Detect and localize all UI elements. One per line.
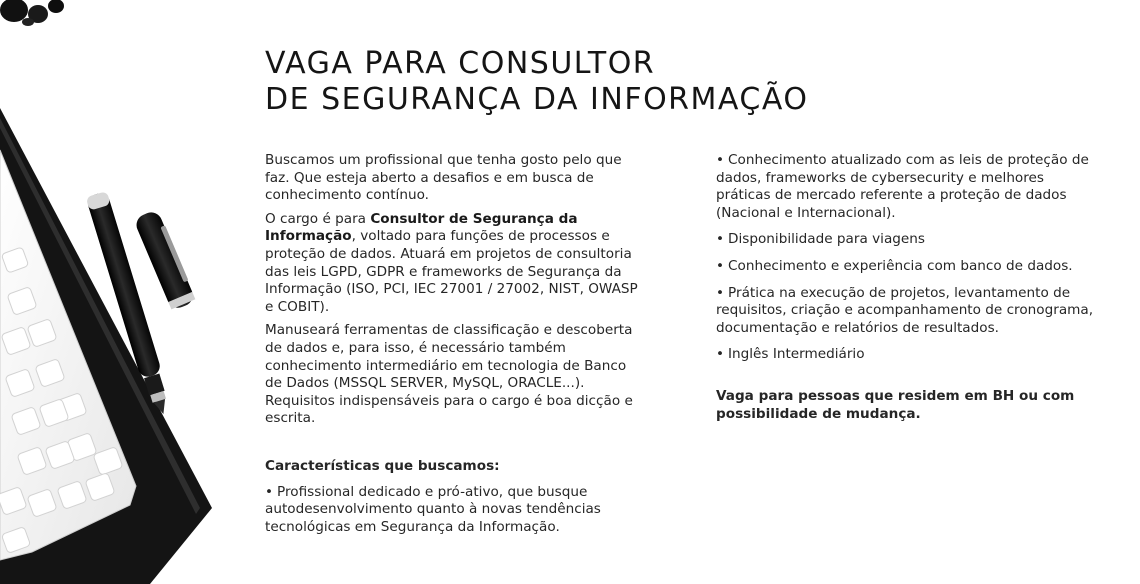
list-item-text: Prática na execução de projetos, levantamento de requisitos, criação e acompanhamento de cronograma, documentação e relatórios de resultados. <box>716 284 1094 336</box>
left-column <box>265 152 640 536</box>
requirements-list <box>716 152 1094 364</box>
bullet-icon: • <box>716 257 725 274</box>
role-title: Consultor de Segurança da Informação <box>265 210 578 245</box>
title-line-1: VAGA PARA CONSULTOR <box>265 46 656 81</box>
characteristics-heading: Características que buscamos: <box>265 457 500 474</box>
title-line-2: DE SEGURANÇA DA INFORMAÇÃO <box>265 82 809 117</box>
list-item <box>716 231 1094 249</box>
list-item-text: Profissional dedicado e pró-ativo, que busque autodesenvolvimento quanto à novas tendências tecnológicas em Segurança da Informação. <box>265 483 601 535</box>
plant-image <box>0 0 64 26</box>
bullet-icon: • <box>716 231 725 248</box>
location-note: Vaga para pessoas que residem em BH ou com possibilidade de mudança. <box>716 387 1075 422</box>
desk-photo <box>0 0 240 584</box>
intro-paragraph: Buscamos um profissional que tenha gosto pelo que faz. Que esteja aberto a desafios e em busca de conhecimento contínuo. <box>265 152 622 204</box>
role-paragraph <box>265 211 640 317</box>
list-item-text: Inglês Intermediário <box>728 346 865 363</box>
characteristics-list <box>265 484 640 537</box>
list-item-text: Disponibilidade para viagens <box>728 231 925 248</box>
list-item <box>716 346 1094 364</box>
list-item <box>265 484 640 537</box>
bullet-icon: • <box>265 483 274 500</box>
bullet-icon: • <box>716 346 725 363</box>
bullet-icon: • <box>716 152 725 168</box>
list-item <box>716 258 1094 276</box>
list-item <box>716 285 1094 338</box>
list-item <box>716 152 1094 222</box>
desk-photo-illustration <box>0 0 240 584</box>
right-column <box>716 152 1094 429</box>
list-item-text: Conhecimento atualizado com as leis de proteção de dados, frameworks de cybersecurity e melhores práticas de mercado referente a proteção de dados (Nacional e Internacional). <box>716 152 1089 221</box>
role-prefix: O cargo é para <box>265 210 371 227</box>
role-suffix: , voltado para funções de processos e proteção de dados. Atuará em projetos de consultoria das leis LGPD, GDPR e frameworks de Segurança da Informação (ISO, PCI, IEC 27001 / 27002, NIST, OWASP e COBIT). <box>265 228 638 315</box>
list-item-text: Conhecimento e experiência com banco de dados. <box>728 257 1073 274</box>
bullet-icon: • <box>716 284 725 301</box>
page-title <box>265 46 885 118</box>
tools-paragraph: Manuseará ferramentas de classificação e descoberta de dados e, para isso, é necessário também conhecimento intermediário em tecnologia de Banco de Dados (MSSQL SERVER, MySQL, ORACLE...). Requisitos indispensáveis para o cargo é boa dicção e escrita. <box>265 322 633 427</box>
